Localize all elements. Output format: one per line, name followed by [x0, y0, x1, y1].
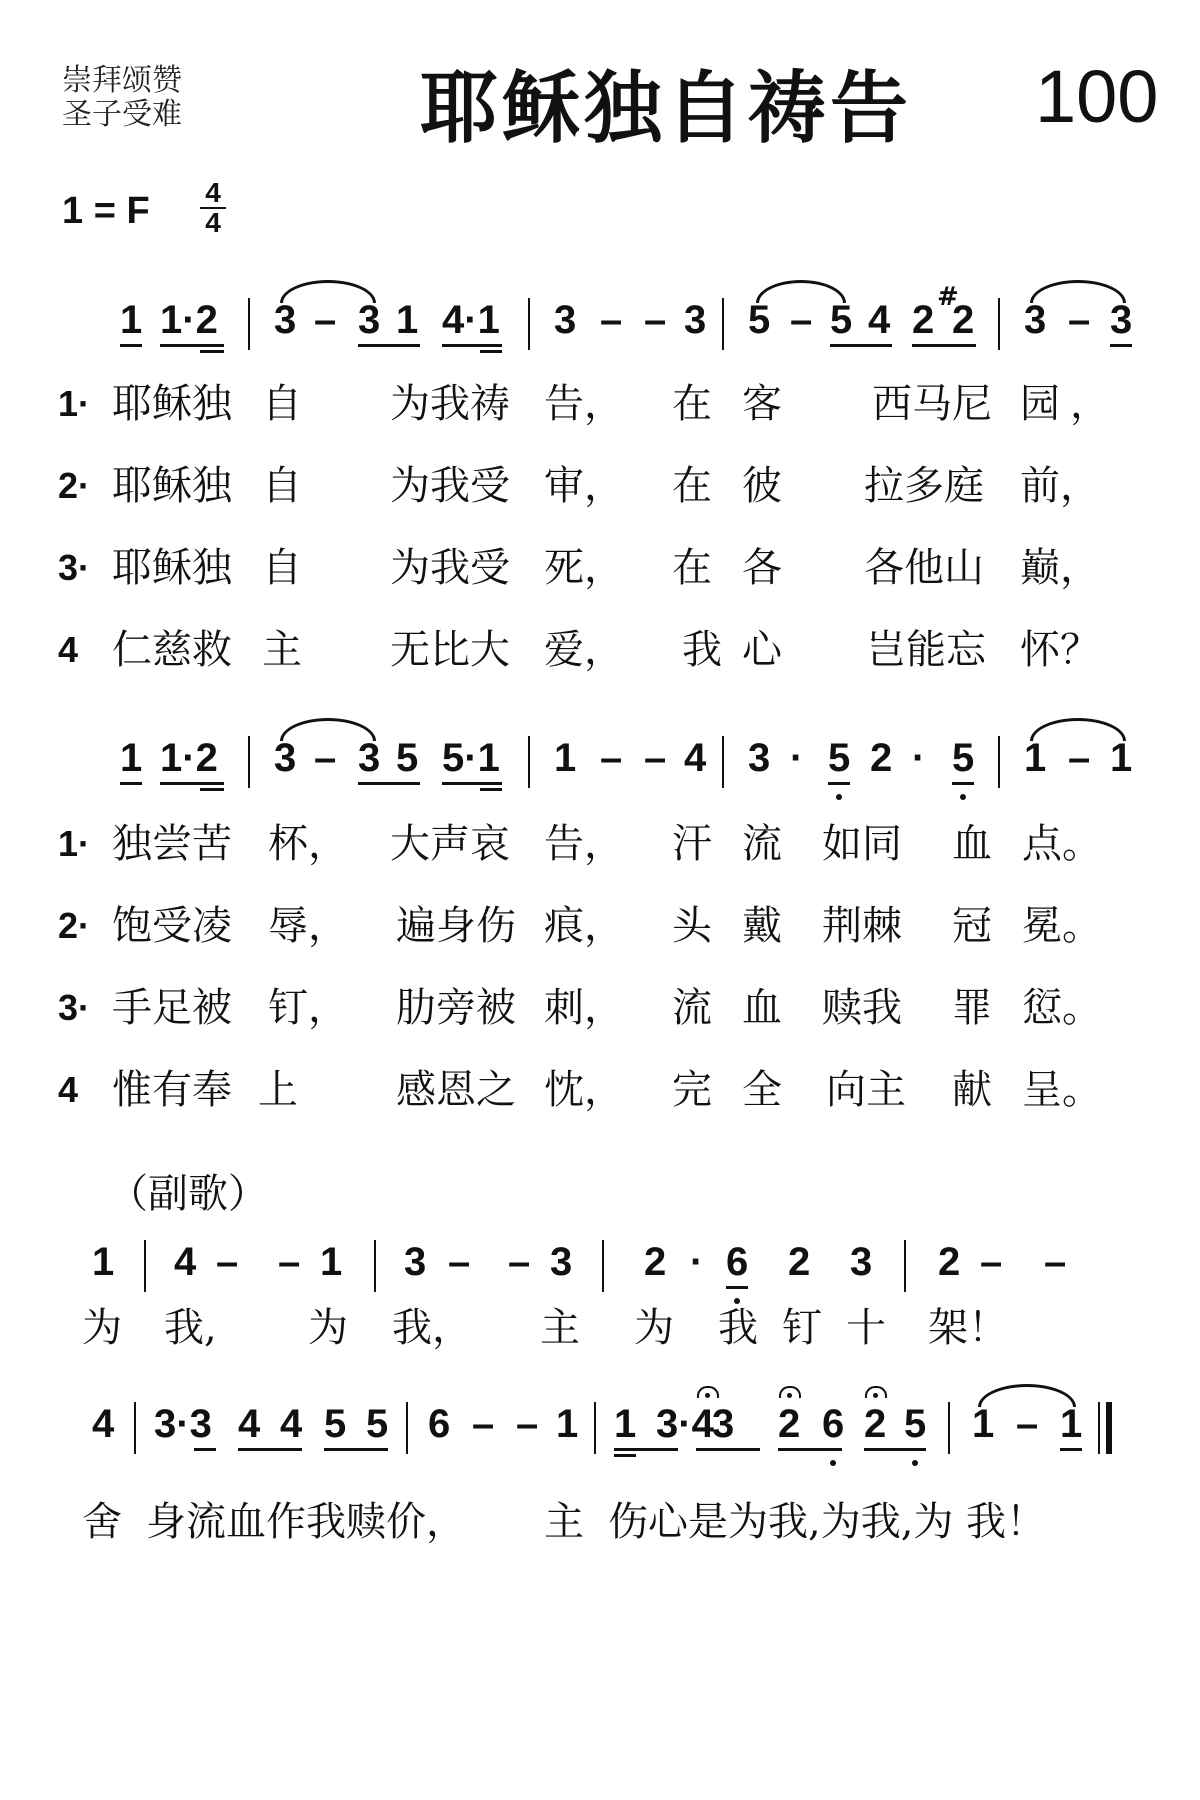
note: 3	[850, 1240, 873, 1284]
underline	[358, 782, 420, 785]
barline	[948, 1402, 950, 1454]
final-barline-thick	[1106, 1402, 1112, 1454]
note: 1	[614, 1402, 637, 1446]
note: 4	[684, 736, 707, 780]
lyric: 自	[262, 463, 302, 509]
barline	[248, 298, 250, 350]
note: 2	[870, 736, 893, 780]
note: –	[980, 1240, 1003, 1284]
barline	[722, 736, 724, 788]
lyric: 爱，	[544, 627, 624, 673]
underline	[120, 782, 142, 785]
note: –	[1016, 1402, 1039, 1446]
time-signature-bottom: 4	[205, 207, 221, 238]
verse-number: 2·	[58, 465, 91, 506]
lyric: 完	[672, 1067, 712, 1113]
lower-octave-dot	[960, 794, 966, 800]
note: 1	[1110, 736, 1133, 780]
note: 6	[428, 1402, 451, 1446]
note: –	[790, 298, 813, 342]
barline	[248, 736, 250, 788]
lyric: 伤心是为我,为我,为	[608, 1499, 954, 1545]
underline	[480, 788, 502, 791]
note: 3	[274, 298, 297, 342]
note: 3·4	[656, 1402, 714, 1446]
barline	[904, 1240, 906, 1292]
note: 3	[1110, 298, 1133, 342]
lyric: 点。	[1022, 821, 1102, 867]
note: ·	[912, 736, 926, 780]
verse-number: 1·	[58, 823, 91, 864]
lyric: 血	[952, 821, 992, 867]
hymn-title: 耶稣独自祷告	[420, 64, 913, 154]
lyric: 告，	[544, 381, 624, 427]
fermata-icon	[697, 1386, 719, 1398]
note: 3	[404, 1240, 427, 1284]
note: ·	[690, 1240, 704, 1284]
underline	[778, 1448, 842, 1451]
lyric: 怀？	[1020, 627, 1100, 673]
lyric: 忱，	[544, 1067, 624, 1113]
lyric: 舍	[82, 1499, 122, 1545]
barline	[406, 1402, 408, 1454]
lyric: 在	[672, 545, 712, 591]
lyric: 在	[672, 463, 712, 509]
note: 1	[556, 1402, 579, 1446]
sharp-sign: #	[937, 282, 959, 312]
lyric: 耶稣独	[112, 545, 232, 591]
underline	[238, 1448, 302, 1451]
barline	[144, 1240, 146, 1292]
lyric: 赎我	[822, 985, 902, 1031]
note: 4	[92, 1402, 115, 1446]
underline	[1060, 1448, 1082, 1451]
lyric: 钉	[782, 1305, 822, 1351]
chorus-label: （副歌）	[108, 1171, 268, 1217]
note: –	[644, 298, 667, 342]
lyric: 死，	[544, 545, 624, 591]
note: 4	[280, 1402, 303, 1446]
note: 2	[912, 298, 935, 342]
lyric: 前，	[1020, 463, 1100, 509]
category-worship: 崇拜颂赞	[62, 63, 182, 98]
note: –	[216, 1240, 239, 1284]
lyric: 流	[672, 985, 712, 1031]
barline	[528, 736, 530, 788]
lyric: 架！	[928, 1305, 1008, 1351]
verse-number: 4	[58, 629, 79, 670]
lyric: 流	[742, 821, 782, 867]
verse-number: 3·	[58, 547, 91, 588]
lyric: 钉，	[268, 985, 348, 1031]
lyric: 痕，	[544, 903, 624, 949]
note: –	[516, 1402, 539, 1446]
underline	[726, 1286, 748, 1289]
underline	[864, 1448, 926, 1451]
lyric: 耶稣独	[112, 463, 232, 509]
note: 1	[554, 736, 577, 780]
note: 2	[644, 1240, 667, 1284]
verse-number: 1·	[58, 383, 91, 424]
underline	[696, 1448, 760, 1451]
key-signature: 1 = F	[62, 190, 150, 232]
lyric: 我,	[164, 1305, 217, 1351]
note: –	[278, 1240, 301, 1284]
underline	[912, 344, 976, 347]
lyric: 告，	[544, 821, 624, 867]
lyric: 为	[634, 1305, 674, 1351]
lyric: 冠	[952, 903, 992, 949]
underline	[160, 344, 224, 347]
verse-number: 4	[58, 1069, 79, 1110]
category-passion: 圣子受难	[62, 97, 182, 132]
barline	[528, 298, 530, 350]
lyric: 主	[262, 627, 302, 673]
barline	[998, 298, 1000, 350]
barline	[134, 1402, 136, 1454]
lyric: 在	[672, 381, 712, 427]
note: 1·2	[160, 736, 218, 780]
underline	[442, 782, 502, 785]
lyric: 为我受	[390, 463, 510, 509]
lyric: 汗	[672, 821, 712, 867]
barline	[602, 1240, 604, 1292]
note: 2	[864, 1402, 887, 1446]
lyric: 上	[258, 1067, 298, 1113]
lyric: 呈。	[1022, 1067, 1102, 1113]
underline	[828, 782, 850, 785]
note: 5	[366, 1402, 389, 1446]
time-signature	[200, 177, 226, 238]
note: 3	[554, 298, 577, 342]
lyric: 拉多庭	[864, 463, 984, 509]
note: 2	[778, 1402, 801, 1446]
lower-octave-dot	[912, 1460, 918, 1466]
lyric: 仁慈救	[112, 627, 232, 673]
lyric: 大声哀	[390, 821, 510, 867]
music-system-2	[0, 734, 1200, 814]
underline	[160, 782, 224, 785]
underline	[480, 350, 502, 353]
note: –	[600, 298, 623, 342]
underline	[194, 1448, 216, 1451]
lyric: 头	[672, 903, 712, 949]
lyric: 无比大	[390, 627, 510, 673]
note: 3	[358, 298, 381, 342]
lyric: 审，	[544, 463, 624, 509]
note: –	[600, 736, 623, 780]
lower-octave-dot	[734, 1298, 740, 1304]
lower-octave-dot	[830, 1460, 836, 1466]
note: 3	[748, 736, 771, 780]
lyric: 杯，	[268, 821, 348, 867]
underline	[1110, 344, 1132, 347]
note: 3	[684, 298, 707, 342]
lyric: 独尝苦	[112, 821, 232, 867]
music-system-1	[0, 282, 1200, 376]
lyric: 血	[742, 985, 782, 1031]
barline	[998, 736, 1000, 788]
note: –	[448, 1240, 471, 1284]
note: 6	[822, 1402, 845, 1446]
lyric: 彼	[742, 463, 782, 509]
lyric: 巅，	[1020, 545, 1100, 591]
lyric: 全	[742, 1067, 782, 1113]
hymn-number: 100	[1035, 55, 1159, 138]
lower-octave-dot	[836, 794, 842, 800]
lyric: 如同	[822, 821, 902, 867]
note: 3	[274, 736, 297, 780]
lyric: 我！	[966, 1499, 1046, 1545]
lyric: 荆棘	[822, 903, 902, 949]
note: 4	[174, 1240, 197, 1284]
underline	[442, 344, 502, 347]
underline	[614, 1454, 636, 1457]
note: 1	[92, 1240, 115, 1284]
underline	[324, 1448, 388, 1451]
lyric: 各	[742, 545, 782, 591]
lyric: 罪	[952, 985, 992, 1031]
underline	[120, 344, 142, 347]
lyric: 我	[718, 1305, 758, 1351]
lyric: 为	[82, 1305, 122, 1351]
lyric: 园	[1020, 381, 1060, 427]
note: 2	[788, 1240, 811, 1284]
note: 3	[358, 736, 381, 780]
lyric: 主	[544, 1499, 584, 1545]
lyric: 自	[262, 545, 302, 591]
note: 5	[904, 1402, 927, 1446]
underline	[614, 1448, 678, 1451]
underline	[200, 350, 224, 353]
note: –	[314, 736, 337, 780]
note: 5	[828, 736, 851, 780]
underline	[200, 788, 224, 791]
lyric: 十	[846, 1305, 886, 1351]
fermata-icon	[865, 1386, 887, 1398]
lyric: 身流血作我赎价，	[146, 1499, 466, 1545]
lyric: 耶稣独	[112, 381, 232, 427]
lyric: 饱受凌	[112, 903, 232, 949]
time-signature-top: 4	[205, 177, 221, 208]
note: 1	[120, 298, 143, 342]
note: –	[1068, 736, 1091, 780]
lyric: 刺，	[544, 985, 624, 1031]
note: 1	[320, 1240, 343, 1284]
note: 4	[868, 298, 891, 342]
lyric: 为我祷	[390, 381, 510, 427]
lyric: 肋旁被	[396, 985, 516, 1031]
note: 5	[748, 298, 771, 342]
note: 5	[396, 736, 419, 780]
note: 1	[1024, 736, 1047, 780]
underline	[830, 344, 892, 347]
underline	[952, 782, 974, 785]
lyric: 手足被	[112, 985, 232, 1031]
note: 1	[1060, 1402, 1083, 1446]
note: –	[1068, 298, 1091, 342]
barline	[374, 1240, 376, 1292]
note: 3	[550, 1240, 573, 1284]
lyric: 客	[742, 381, 782, 427]
note: 1·2	[160, 298, 218, 342]
lyric: 为	[308, 1305, 348, 1351]
note: 2	[952, 298, 975, 342]
note: –	[644, 736, 667, 780]
verse-number: 3·	[58, 987, 91, 1028]
lyric: 遍身伤	[396, 903, 516, 949]
lyric: 各他山	[864, 545, 984, 591]
note: 4·1	[442, 298, 500, 342]
note: 6	[726, 1240, 749, 1284]
lyric: 自	[262, 381, 302, 427]
note: 3	[1024, 298, 1047, 342]
note: 5	[952, 736, 975, 780]
note: –	[508, 1240, 531, 1284]
final-barline-thin	[1098, 1402, 1100, 1454]
lyric: 我，	[392, 1305, 472, 1351]
lyric: 西马尼	[872, 381, 992, 427]
note: 1	[396, 298, 419, 342]
lyric: 心	[742, 627, 782, 673]
lyric: 献	[952, 1067, 992, 1113]
note: 1	[972, 1402, 995, 1446]
underline	[358, 344, 420, 347]
note: –	[1044, 1240, 1067, 1284]
barline	[594, 1402, 596, 1454]
lyric: 向主	[826, 1067, 906, 1113]
lyric: 主	[540, 1305, 580, 1351]
verse-number: 2·	[58, 905, 91, 946]
lyric: 我	[682, 627, 722, 673]
lyric: 感恩之	[396, 1067, 516, 1113]
note: 3·3	[154, 1402, 212, 1446]
note: 5	[830, 298, 853, 342]
lyric: 惟有奉	[112, 1067, 232, 1113]
note: –	[314, 298, 337, 342]
lyric: 冕。	[1022, 903, 1102, 949]
lyric: 岂能忘	[866, 627, 986, 673]
note: 4	[238, 1402, 261, 1446]
note: 3	[712, 1402, 735, 1446]
note: ·	[790, 736, 804, 780]
note: 5	[324, 1402, 347, 1446]
music-system-4	[0, 1400, 1200, 1480]
note: –	[472, 1402, 495, 1446]
fermata-icon	[779, 1386, 801, 1398]
lyric: 戴	[742, 903, 782, 949]
lyric: 愆。	[1022, 985, 1102, 1031]
note: 2	[938, 1240, 961, 1284]
lyric: 为我受	[390, 545, 510, 591]
lyric: ，	[1070, 381, 1110, 427]
barline	[722, 298, 724, 350]
lyric: 辱，	[268, 903, 348, 949]
note: 1	[120, 736, 143, 780]
note: 5·1	[442, 736, 500, 780]
